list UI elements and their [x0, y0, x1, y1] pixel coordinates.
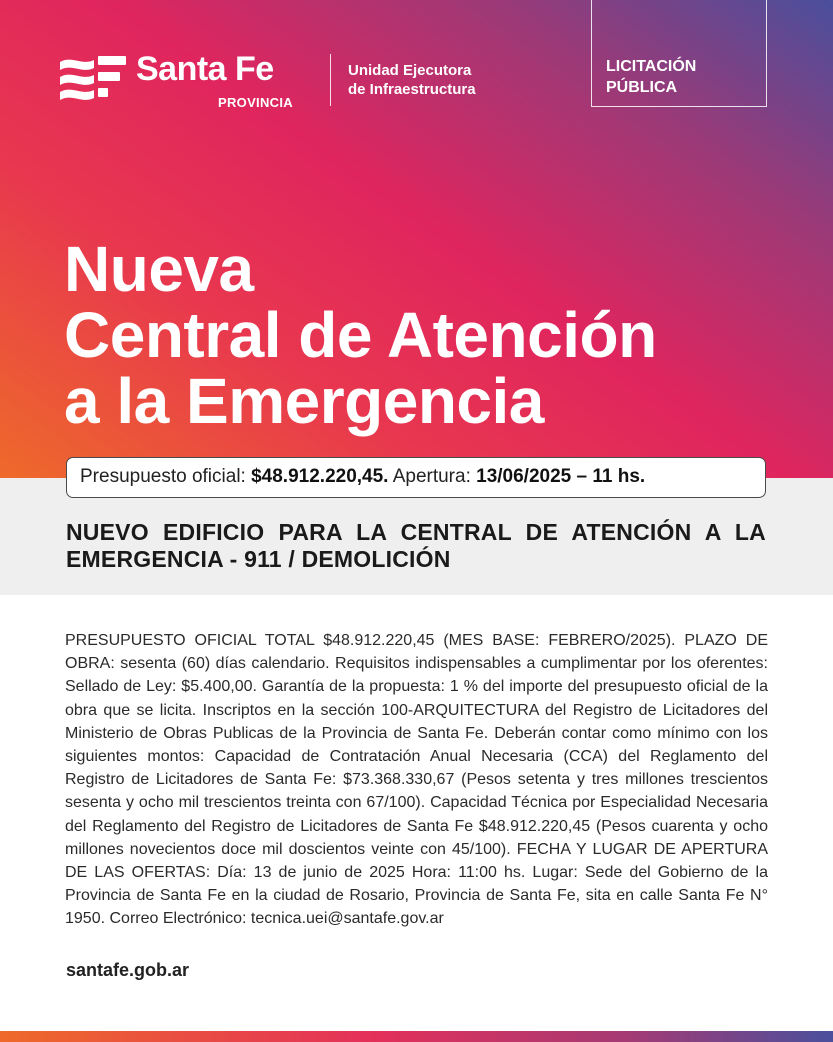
- tender-badge: [591, 0, 767, 107]
- brand-subtitle: PROVINCIA: [218, 95, 293, 110]
- website-link[interactable]: santafe.gob.ar: [66, 960, 190, 980]
- title-line-3: a la Emergencia: [64, 365, 544, 437]
- brand-name: Santa Fe: [136, 50, 274, 88]
- badge-line-1: LICITACIÓN: [606, 58, 697, 75]
- opening-label: Apertura:: [392, 466, 471, 487]
- opening-value: 13/06/2025 – 11 hs.: [476, 466, 646, 487]
- title-line-2: Central de Atención: [64, 299, 657, 371]
- project-subtitle: NUEVO EDIFICIO PARA LA CENTRAL DE ATENCIÓN A LA EMERGENCIA - 911 / DEMOLICIÓN: [66, 519, 766, 572]
- unit-line-2: de Infraestructura: [348, 81, 476, 98]
- budget-summary-box: [66, 457, 766, 498]
- title-line-1: Nueva: [64, 233, 254, 305]
- bottom-gradient-bar: [0, 1031, 833, 1042]
- page-title: [64, 233, 657, 437]
- badge-line-2: PÚBLICA: [606, 79, 678, 96]
- unit-line-1: Unidad Ejecutora: [348, 62, 472, 79]
- brand-divider: [330, 54, 331, 106]
- hero-banner: [0, 0, 833, 478]
- santa-fe-logo-icon: [58, 52, 128, 108]
- budget-label: Presupuesto oficial:: [80, 466, 246, 487]
- budget-value: $48.912.220,45.: [251, 466, 389, 487]
- unit-name: [348, 61, 476, 99]
- tender-details: PRESUPUESTO OFICIAL TOTAL $48.912.220,45 (MES BASE: FEBRERO/2025). PLAZO DE OBRA: sesenta (60) días calendario. Requisitos indispensables a cumplimentar por los oferentes: Sellado de Ley: $5.400,00. Garantía de la propuesta: 1 % del importe del presupuesto oficial de la obra que se licita. Inscriptos en la sección 100-ARQUITECTURA del Registro de Licitadores del Ministerio de Obras Publicas de la Provincia de Santa Fe. Deberán contar como mínimo con los siguientes montos: Capacidad de Contratación Anual Necesaria (CCA) del Reglamento del Registro de Licitadores de Santa Fe: $73.368.330,67 (Pesos setenta y tres millones trescientos sesenta y ocho mil trescientos treinta con 67/100). Capacidad Técnica por Especialidad Necesaria del Reglamento del Registro de Licitadores de Santa Fe $48.912.220,45 (Pesos cuarenta y ocho millones novecientos doce mil doscientos veinte con 45/100). FECHA Y LUGAR DE APERTURA DE LAS OFERTAS: Día: 13 de junio de 2025 Hora: 11:00 hs. Lugar: Sede del Gobierno de la Provincia de Santa Fe en la ciudad de Rosario, Provincia de Santa Fe, sita en calle Santa Fe N° 1950. Correo Electrónico: tecnica.uei@santafe.gov.ar: [65, 632, 768, 928]
